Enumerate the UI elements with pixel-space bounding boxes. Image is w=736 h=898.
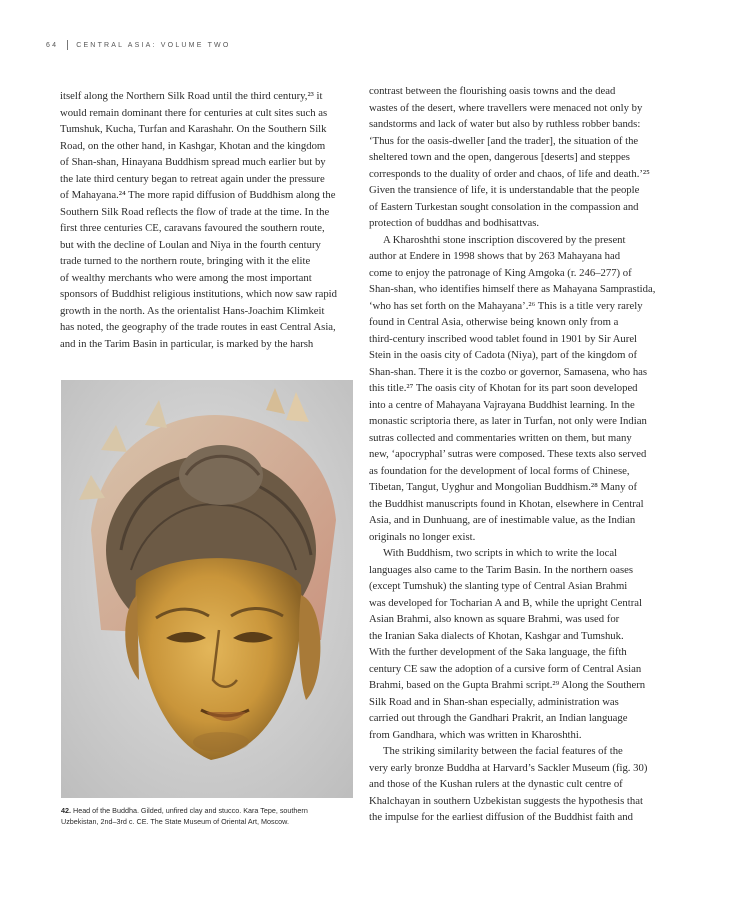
- text-line: monastic scriptoria there, as later in Turfan, not only were Indian: [369, 415, 647, 427]
- text-line: author at Endere in 1998 shows that by 263 Mahayana had: [369, 250, 621, 262]
- text-line: Given the transience of life, it is understandable that the people: [369, 184, 640, 196]
- page-number: 64: [46, 41, 59, 49]
- text-line: of Mahayana.²⁴ The more rapid diffusion of Buddhism along the: [60, 189, 336, 201]
- text-line: Stein in the oasis city of Cadota (Niya), part of the kingdom of: [369, 349, 638, 361]
- text-line: Shan-shan, who identifies himself there as Mahayana Samprastida,: [369, 283, 656, 295]
- text-line: Tibetan, Tangut, Uyghur and Mongolian Buddhism.²⁸ Many of: [369, 481, 638, 493]
- buddha-head-illustration: [61, 380, 353, 798]
- text-line: very early bronze Buddha at Harvard’s Sackler Museum (fig. 30): [369, 761, 648, 774]
- text-line: contrast between the flourishing oasis towns and the dead: [369, 85, 616, 97]
- text-line: The striking similarity between the facial features of the: [383, 745, 623, 757]
- text-line: carried out through the Gandhari Prakrit, an Indian language: [369, 712, 628, 724]
- header-divider: [67, 40, 68, 50]
- text-line: century CE saw the adoption of a cursive form of Central Asian: [369, 662, 642, 675]
- text-line: Shan-shan. There it is the cozbo or governor, Samasena, who has: [369, 365, 648, 378]
- text-line: the Buddhist manuscripts found in Khotan, elsewhere in Central: [369, 497, 644, 510]
- text-line: but with the decline of Loulan and Niya in the fourth century: [60, 238, 321, 251]
- text-line: first three centuries CE, caravans favoured the southern route,: [60, 222, 325, 234]
- figure-caption: [61, 805, 361, 827]
- text-line: has noted, the geography of the trade routes in east Central Asia,: [60, 321, 336, 333]
- text-line: of Shan-shan, Hinayana Buddhism spread much earlier but by: [60, 156, 326, 168]
- text-line: of wealthy merchants who were among the most important: [60, 271, 312, 284]
- text-line: would remain dominant there for centuries at cult sites such as: [60, 106, 328, 119]
- text-line: Khalchayan in southern Uzbekistan suggests the hypothesis that: [369, 794, 643, 807]
- text-line: A Kharoshthi stone inscription discovered by the present: [383, 233, 626, 246]
- text-line: this title.²⁷ The oasis city of Khotan for its part soon developed: [369, 382, 638, 394]
- text-line: Road, on the other hand, in Kashgar, Khotan and the kingdom: [60, 139, 326, 152]
- text-line: originals no longer exist.: [369, 530, 476, 543]
- text-line: growth in the north. As the orientalist Hans-Joachim Klimkeit: [60, 304, 325, 317]
- text-line: trade turned to the northern route, bringing with it the elite: [60, 255, 311, 267]
- text-line: Asian Brahmi, also known as square Brahmi, was used for: [369, 613, 620, 625]
- text-line: the impulse for the earliest diffusion of the Buddhist faith and: [369, 811, 633, 823]
- text-line: protection of buddhas and bodhisattvas.: [369, 217, 540, 229]
- text-line: new, ‘apocryphal’ sutras were composed. These texts also served: [369, 448, 647, 460]
- text-line: and in the Tarim Basin in particular, is marked by the harsh: [60, 337, 314, 350]
- text-line: With the further development of the Saka language, the fifth: [369, 646, 627, 658]
- right-text-column: [369, 83, 663, 826]
- caption-line-1: Head of the Buddha. Gilded, unfired clay and stucco. Kara Tepe, southern: [73, 806, 308, 815]
- text-line: Asia, and in Dunhuang, are of inestimable value, as the Indian: [369, 514, 636, 526]
- text-line: Silk Road and in Shan-shan especially, administration was: [369, 695, 619, 708]
- text-line: (except Tumshuk) the slanting type of Central Asian Brahmi: [369, 580, 628, 592]
- buddha-head-photo: [61, 380, 353, 798]
- text-line: ‘Thus for the oasis-dweller [and the trader], the situation of the: [369, 134, 639, 147]
- text-line: come to enjoy the patronage of King Amgoka (r. 246–277) of: [369, 266, 632, 279]
- text-line: and those of the Kushan rulers at the dynastic cult centre of: [369, 778, 623, 790]
- text-line: Brahmi, based on the Gupta Brahmi script.²⁹ Along the Southern: [369, 679, 646, 691]
- text-line: sandstorms and lack of water but also by ruthless robber bands:: [369, 118, 641, 130]
- text-line: as foundation for the development of local forms of Chinese,: [369, 464, 630, 477]
- text-line: itself along the Northern Silk Road until the third century,²³ it: [60, 90, 323, 102]
- text-line: the Iranian Saka dialects of Khotan, Kashgar and Tumshuk.: [369, 629, 624, 642]
- text-line: was developed for Tocharian A and B, while the upright Central: [369, 596, 642, 609]
- caption-line-2: Uzbekistan, 2nd–3rd c. CE. The State Museum of Oriental Art, Moscow.: [61, 817, 289, 826]
- text-line: corresponds to the duality of order and chaos, of life and death.’²⁵: [369, 167, 650, 180]
- text-line: sponsors of Buddhist religious institutions, which now saw rapid: [60, 288, 337, 300]
- text-line: Tumshuk, Kucha, Turfan and Karashahr. On the Southern Silk: [60, 123, 327, 135]
- text-line: into a centre of Mahayana Vajrayana Buddhist learning. In the: [369, 398, 635, 411]
- text-line: ‘who has set forth on the Mahayana’.²⁶ This is a title very rarely: [369, 299, 643, 312]
- text-line: of Eastern Turkestan sought consolation in the compassion and: [369, 200, 639, 213]
- text-line: languages also came to the Tarim Basin. In the northern oases: [369, 563, 634, 576]
- text-line: third-century inscribed wood tablet found in 1901 by Sir Aurel: [369, 332, 638, 345]
- running-header: [46, 40, 231, 50]
- figure-number: 42.: [61, 806, 71, 815]
- text-line: With Buddhism, two scripts in which to write the local: [383, 547, 618, 559]
- text-line: wastes of the desert, where travellers were menaced not only by: [369, 101, 643, 114]
- text-line: found in Central Asia, otherwise being known only from a: [369, 316, 619, 328]
- text-line: Southern Silk Road reflects the flow of trade at the time. In the: [60, 205, 330, 218]
- text-line: sheltered town and the open, dangerous [deserts] and steppes: [369, 151, 630, 163]
- text-line: sutras collected and commentaries written on them, but many: [369, 431, 632, 444]
- text-line: the late third century began to retreat again under the pressure: [60, 172, 325, 185]
- running-title: CENTRAL ASIA: VOLUME TWO: [76, 41, 231, 49]
- left-text-column: [60, 88, 352, 352]
- text-line: from Gandhara, which was written in Kharoshthi.: [369, 728, 582, 741]
